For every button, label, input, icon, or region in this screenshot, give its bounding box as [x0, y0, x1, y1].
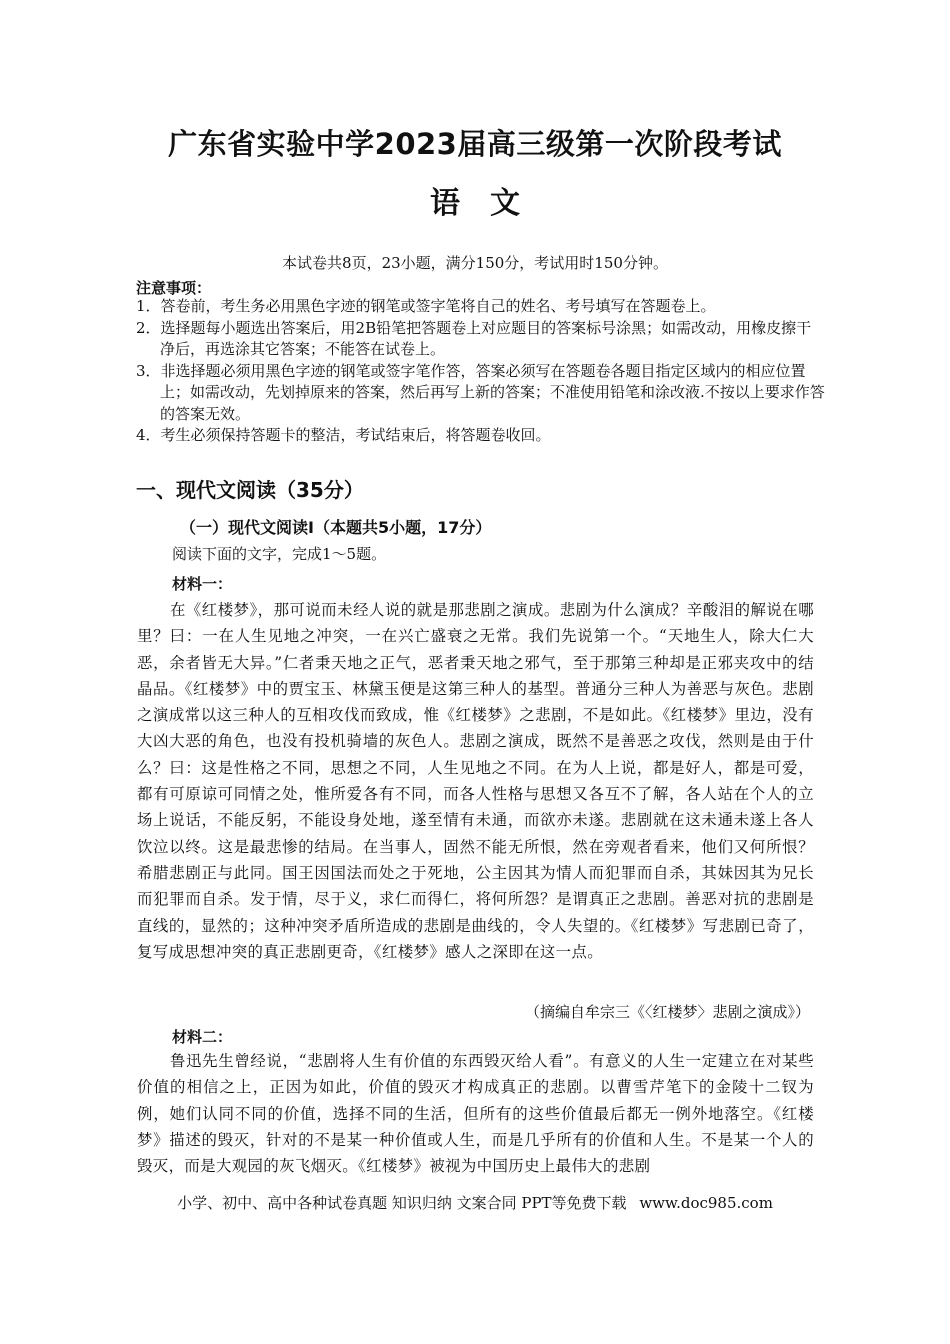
exam-info: 本试卷共8页，23小题，满分150分，考试用时150分钟。	[282, 254, 668, 272]
subject-title: 语 文	[430, 186, 520, 221]
notice-item: 2．选择题每小题选出答案后，用2B铅笔把答题卷上对应题目的答案标号涂黑；如需改动，用橡皮擦干净后，再选涂其它答案；不能答在试卷上。	[136, 318, 812, 358]
material-1-label: 材料一：	[172, 575, 233, 593]
notice-item: 3．非选择题必须用黑色字迹的钢笔或签字笔作答，答案必须写在答题卷各题目指定区域内的相应位置上；如需改动，先划掉原来的答案，然后再写上新的答案；不准使用铅笔和涂改液.不按以上要求作答的答案无效。	[136, 361, 825, 423]
material-2-label: 材料二：	[172, 1028, 233, 1046]
footer-url-link[interactable]: www.doc985.com	[639, 1194, 773, 1212]
reading-instruction: 阅读下面的文字，完成1～5题。	[172, 545, 387, 563]
footer-text: 小学、初中、高中各种试卷真题 知识归纳 文案合同 PPT等免费下载	[177, 1194, 627, 1212]
page-footer	[0, 1192, 950, 1213]
material-2-text: 鲁迅先生曾经说，“悲剧将人生有价值的东西毁灭给人看”。有意义的人生一定建立在对某些价值的相信之上，正因为如此，价值的毁灭才构成真正的悲剧。以曹雪芹笔下的金陵十二钗为例，她们认同不同的价值，选择不同的生活，但所有的这些价值最后都无一例外地落空。《红楼梦》描述的毁灭，针对的不是某一种价值或人生，而是几乎所有的价值和人生。不是某一个人的毁灭，而是大观园的灰飞烟灭。《红楼梦》被视为中国历史上最伟大的悲剧	[137, 1052, 814, 1176]
notice-heading: 注意事项：	[136, 279, 212, 297]
section-heading: 一、现代文阅读（35分）	[136, 478, 364, 502]
material-1-text: 在《红楼梦》，那可说而未经人说的就是那悲剧之演成。悲剧为什么演成？辛酸泪的解说在哪里？曰：一在人生见地之冲突，一在兴亡盛衰之无常。我们先说第一个。“天地生人，除大仁大恶，余者皆无大异。”仁者秉天地之正气，恶者秉天地之邪气，至于那第三种却是正邪夹攻中的结晶品。《红楼梦》中的贾宝玉、林黛玉便是这第三种人的基型。普通分三种人为善恶与灰色。悲剧之演成常以这三种人的互相攻伐而致成，惟《红楼梦》之悲剧，不是如此。《红楼梦》里边，没有大凶大恶的角色，也没有投机骑墙的灰色人。悲剧之演成，既然不是善恶之攻伐，然则是由于什么？曰：这是性格之不同，思想之不同，人生见地之不同。在为人上说，都是好人，都是可爱，都有可原谅可同情之处，惟所爱各有不同，而各人性格与思想又各互不了解，各人站在个人的立场上说话，不能反躬，不能设身处地，遂至情有未通，而欲亦未遂。悲剧就在这未通未遂上各人饮泣以终。这是最悲惨的结局。在当事人，固然不能无所恨，然在旁观者看来，他们又何所恨？希腊悲剧正与此同。国王因国法而处之于死地，公主因其为情人而犯罪而自杀，其妹因其为兄长而犯罪而自杀。发于情，尽于义，求仁而得仁，将何所怨？是谓真正之悲剧。善恶对抗的悲剧是直线的，显然的；这种冲突矛盾所造成的悲剧是曲线的，令人失望的。《红楼梦》写悲剧已奇了，复写成思想冲突的真正悲剧更奇，《红楼梦》感人之深即在这一点。	[137, 601, 814, 961]
notice-item: 4．考生必须保持答题卡的整洁，考试结束后，将答题卷收回。	[136, 426, 551, 444]
material-1-source: （摘编自牟宗三《〈红楼梦〉悲剧之演成》）	[524, 1003, 810, 1021]
exam-title: 广东省实验中学2023届高三级第一次阶段考试	[168, 127, 782, 161]
notice-item: 1．答卷前，考生务必用黑色字迹的钢笔或签字笔将自己的姓名、考号填写在答题卷上。	[136, 297, 716, 315]
subsection-heading: （一）现代文阅读Ⅰ（本题共5小题，17分）	[180, 518, 492, 537]
notice-list	[136, 296, 826, 447]
